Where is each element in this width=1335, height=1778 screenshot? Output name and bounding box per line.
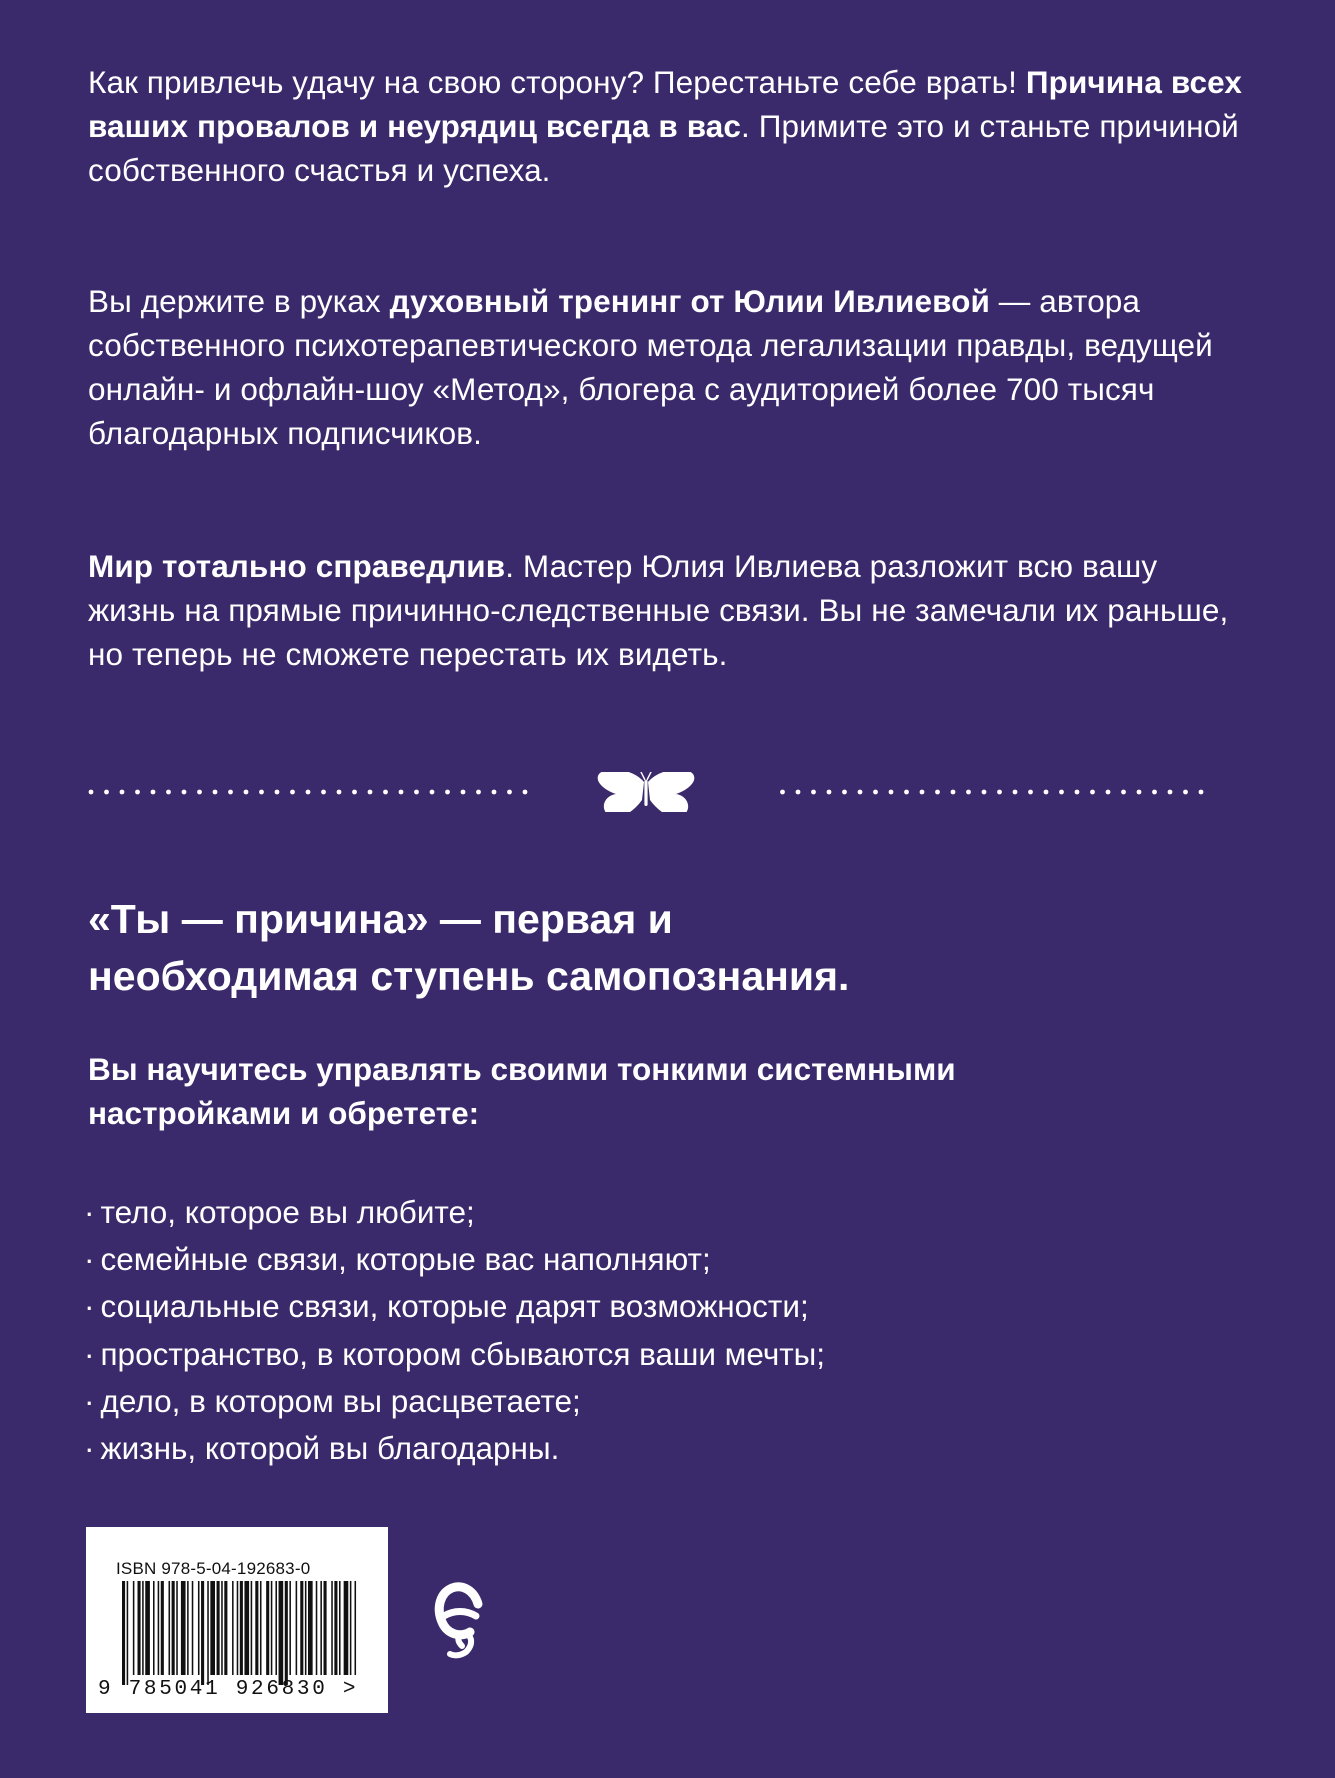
- barcode-bar: [251, 1581, 253, 1675]
- divider-dot: [352, 790, 357, 795]
- barcode-bar: [244, 1581, 249, 1675]
- list-item-text: семейные связи, которые вас наполняют;: [100, 1241, 711, 1278]
- divider-dot: [104, 790, 109, 795]
- divider-dot: [811, 790, 816, 795]
- list-item: [84, 1236, 1244, 1283]
- divider-dot: [228, 790, 233, 795]
- divider-dot: [966, 790, 971, 795]
- divider-dot: [120, 790, 125, 795]
- divider-dot: [306, 790, 311, 795]
- benefits-intro-line-2: настройками и обретете:: [88, 1095, 480, 1131]
- divider-dot: [1199, 790, 1204, 795]
- barcode-bar: [207, 1581, 209, 1685]
- barcode-bar: [350, 1581, 352, 1675]
- list-item-text: жизнь, которой вы благодарны.: [100, 1430, 560, 1467]
- world-text-b: . Мастер Юлия Ивлиева разложит всю вашу жизнь на прямые причинно-следственные связи. Вы не замечали их раньше, но теперь не сможете перестать их видеть.: [88, 548, 1229, 672]
- barcode-bar: [169, 1581, 171, 1675]
- divider-dot: [259, 790, 264, 795]
- headline: [88, 891, 1248, 1005]
- butterfly-icon: [598, 772, 695, 812]
- divider-dot: [1075, 790, 1080, 795]
- intro-bold-text: Причина всех ваших провалов и неурядиц всегда в вас: [88, 64, 1242, 144]
- divider-dot: [89, 790, 94, 795]
- divider-dot: [197, 790, 202, 795]
- divider-dot: [1044, 790, 1049, 795]
- barcode-bar: [142, 1581, 144, 1675]
- divider-dot: [507, 790, 512, 795]
- list-item: [84, 1283, 1244, 1330]
- divider-dot: [445, 790, 450, 795]
- divider-dot: [275, 790, 280, 795]
- barcode-bar: [324, 1581, 327, 1675]
- barcode-bar: [122, 1581, 125, 1685]
- world-paragraph: [88, 544, 1248, 676]
- divider-dot: [290, 790, 295, 795]
- barcode-bar: [176, 1581, 178, 1675]
- barcode-bar: [224, 1581, 227, 1675]
- barcode-bar: [271, 1581, 273, 1675]
- list-item-text: пространство, в котором сбываются ваши мечты;: [100, 1335, 826, 1372]
- barcode-bar: [355, 1581, 357, 1675]
- divider-dot: [1013, 790, 1018, 795]
- divider-dot: [1152, 790, 1157, 795]
- barcode-bar: [161, 1581, 164, 1675]
- list-item: [84, 1425, 1244, 1472]
- divider-dot: [780, 790, 785, 795]
- barcode-bar: [221, 1581, 223, 1675]
- barcode-bar: [198, 1581, 200, 1675]
- barcode-bar: [334, 1581, 337, 1675]
- barcode-bar: [153, 1581, 155, 1675]
- barcode-bar: [289, 1581, 291, 1675]
- intro-text-b: . Примите это и станьте причиной собственного счастья и успеха.: [88, 108, 1239, 188]
- divider-dot: [827, 790, 832, 795]
- list-item-text: дело, в котором вы расцветаете;: [100, 1382, 581, 1419]
- ean-digits: 9 785041 926830 >: [98, 1678, 359, 1701]
- list-item: [84, 1189, 1244, 1236]
- isbn-barcode: [86, 1527, 388, 1713]
- benefits-intro-line-1: Вы научитесь управлять своими тонкими системными: [88, 1051, 956, 1087]
- divider-dot: [1106, 790, 1111, 795]
- list-item-text: социальные связи, которые дарят возможности;: [100, 1288, 809, 1325]
- barcode-bar: [279, 1581, 284, 1685]
- divider-dot: [414, 790, 419, 795]
- barcode-bar: [217, 1581, 220, 1675]
- divider-dot: [1168, 790, 1173, 795]
- author-paragraph: [88, 279, 1248, 455]
- divider-dot: [904, 790, 909, 795]
- isbn-label: ISBN 978-5-04-192683-0: [116, 1559, 311, 1578]
- barcode-bar: [344, 1581, 349, 1675]
- divider-dot: [1059, 790, 1064, 795]
- bullet: ·: [84, 1382, 95, 1419]
- barcode-bar: [158, 1581, 160, 1675]
- divider-dot: [982, 790, 987, 795]
- barcode-bar: [296, 1581, 298, 1675]
- headline-line-2: необходимая ступень самопознания.: [88, 953, 850, 999]
- divider-dot: [337, 790, 342, 795]
- divider-dot: [920, 790, 925, 795]
- bullet: ·: [84, 1430, 95, 1467]
- barcode-bar: [305, 1581, 307, 1675]
- divider-dot: [873, 790, 878, 795]
- divider-dot: [997, 790, 1002, 795]
- barcode-bar: [133, 1581, 135, 1675]
- divider-dot: [492, 790, 497, 795]
- intro-text-a: Как привлечь удачу на свою сторону? Перестаньте себе врать!: [88, 64, 1026, 100]
- divider-dot: [842, 790, 847, 795]
- bullet: ·: [84, 1241, 95, 1278]
- barcode-bar: [285, 1581, 288, 1685]
- barcode-bar: [237, 1581, 239, 1675]
- barcode-bar: [172, 1581, 175, 1675]
- divider-dot: [368, 790, 373, 795]
- barcode-bar: [240, 1581, 243, 1675]
- divider-dot: [1183, 790, 1188, 795]
- divider-dot: [383, 790, 388, 795]
- world-bold-text: Мир тотально справедлив: [88, 548, 506, 584]
- divider-dots-right: [780, 790, 1203, 795]
- barcode-bar: [127, 1581, 129, 1685]
- barcode-bar: [192, 1581, 194, 1675]
- barcode-bar: [138, 1581, 141, 1675]
- bullet: ·: [84, 1288, 95, 1325]
- barcode-bar: [339, 1581, 341, 1675]
- divider-dot: [461, 790, 466, 795]
- barcode-bar: [201, 1581, 204, 1685]
- divider-dot: [135, 790, 140, 795]
- barcode-bar: [316, 1581, 318, 1675]
- dotted-divider: [88, 772, 1204, 812]
- divider-dot: [935, 790, 940, 795]
- divider-dot: [213, 790, 218, 795]
- barcode-bar: [260, 1581, 262, 1675]
- list-item: [84, 1331, 1244, 1378]
- divider-dot: [889, 790, 894, 795]
- divider-dot: [796, 790, 801, 795]
- dotted-divider-graphic: [88, 772, 1204, 812]
- barcode-bar: [320, 1581, 322, 1675]
- divider-dot: [399, 790, 404, 795]
- benefits-list: [84, 1189, 1244, 1472]
- author-bold-text: духовный тренинг от Юлии Ивлиевой: [389, 283, 990, 319]
- barcode-bar: [266, 1581, 269, 1675]
- divider-dot: [182, 790, 187, 795]
- publisher-logo-graphic: [432, 1576, 488, 1660]
- barcode-bar: [232, 1581, 234, 1675]
- divider-dots-left: [89, 790, 528, 795]
- divider-dot: [858, 790, 863, 795]
- publisher-logo-icon: [432, 1576, 488, 1660]
- divider-dot: [321, 790, 326, 795]
- divider-dot: [166, 790, 171, 795]
- barcode-bar: [145, 1581, 150, 1675]
- bullet: ·: [84, 1335, 95, 1372]
- barcode-bar: [275, 1581, 277, 1675]
- divider-dot: [523, 790, 528, 795]
- barcode-bar: [255, 1581, 258, 1675]
- divider-dot: [244, 790, 249, 795]
- barcode-bar: [308, 1581, 313, 1675]
- intro-paragraph: [88, 60, 1248, 192]
- barcode-bars: [122, 1581, 362, 1685]
- divider-dot: [951, 790, 956, 795]
- barcode-bar: [187, 1581, 189, 1675]
- barcode-bar: [331, 1581, 333, 1675]
- author-text-b: — автора собственного психотерапевтического метода легализации правды, ведущей онлайн- и офлайн-шоу «Метод», блогера с аудиторией более 700 тысяч благодарных подписчиков.: [88, 283, 1213, 451]
- author-text-a: Вы держите в руках: [88, 283, 390, 319]
- bullet: ·: [84, 1194, 95, 1230]
- divider-dot: [1137, 790, 1142, 795]
- barcode-bar: [300, 1581, 303, 1675]
- list-item-text: тело, которое вы любите;: [100, 1194, 475, 1230]
- divider-dot: [151, 790, 156, 795]
- divider-dot: [430, 790, 435, 795]
- divider-dot: [1121, 790, 1126, 795]
- divider-dot: [1028, 790, 1033, 795]
- benefits-intro: [88, 1047, 1248, 1135]
- barcode-bar: [210, 1581, 215, 1675]
- divider-dot: [1090, 790, 1095, 795]
- divider-dot: [476, 790, 481, 795]
- headline-line-1: «Ты — причина» — первая и: [88, 896, 673, 942]
- list-item: [84, 1378, 1244, 1425]
- barcode-bar: [181, 1581, 186, 1675]
